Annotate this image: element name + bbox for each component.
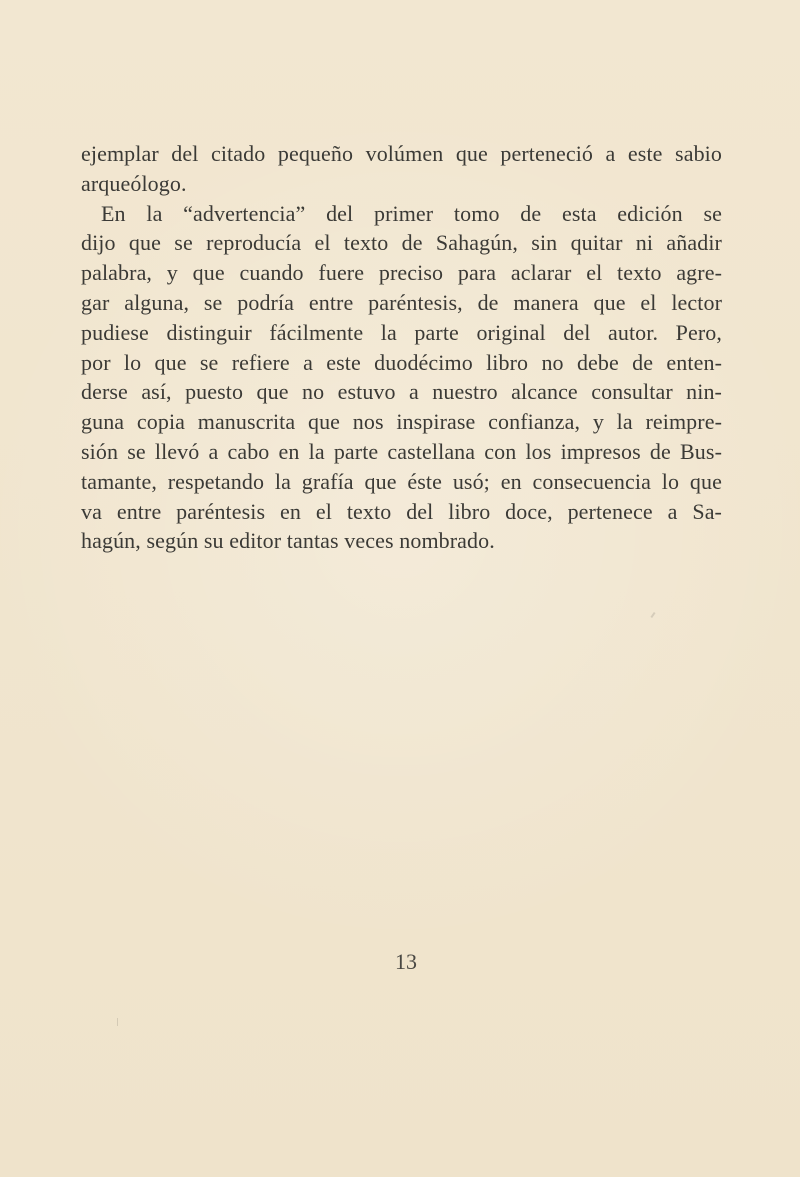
text-line: dijo que se reproducía el texto de Sahagún, sin quitar ni añadir [81,230,722,256]
text-line: va entre paréntesis en el texto del libro doce, pertenece a Sa- [81,498,722,524]
text-line: palabra, y que cuando fuere preciso para aclarar el texto agre- [81,260,722,286]
text-line: hagún, según su editor tantas veces nombrado. [81,528,495,554]
page-number: 13 [395,949,417,974]
text-line: sión se llevó a cabo en la parte castellana con los impresos de Bus- [81,438,722,464]
text-line: gar alguna, se podría entre paréntesis, de manera que el lector [81,289,722,315]
body-text [81,139,722,556]
paper-speck [650,612,655,618]
text-line: arqueólogo. [81,170,187,196]
text-line: ejemplar del citado pequeño volúmen que perteneció a este sabio [81,141,722,166]
text-line: pudiese distinguir fácilmente la parte original del autor. Pero, [81,319,722,345]
text-line: guna copia manuscrita que nos inspirase confianza, y la reimpre- [81,409,722,435]
text-line: En la “advertencia” del primer tomo de esta edición se [101,200,722,226]
paper-speck [117,1018,118,1026]
text-line: derse así, puesto que no estuvo a nuestro alcance consultar nin- [81,379,722,405]
text-line: tamante, respetando la grafía que éste usó; en consecuencia lo que [81,468,722,494]
text-line: por lo que se refiere a este duodécimo libro no debe de enten- [81,349,722,375]
